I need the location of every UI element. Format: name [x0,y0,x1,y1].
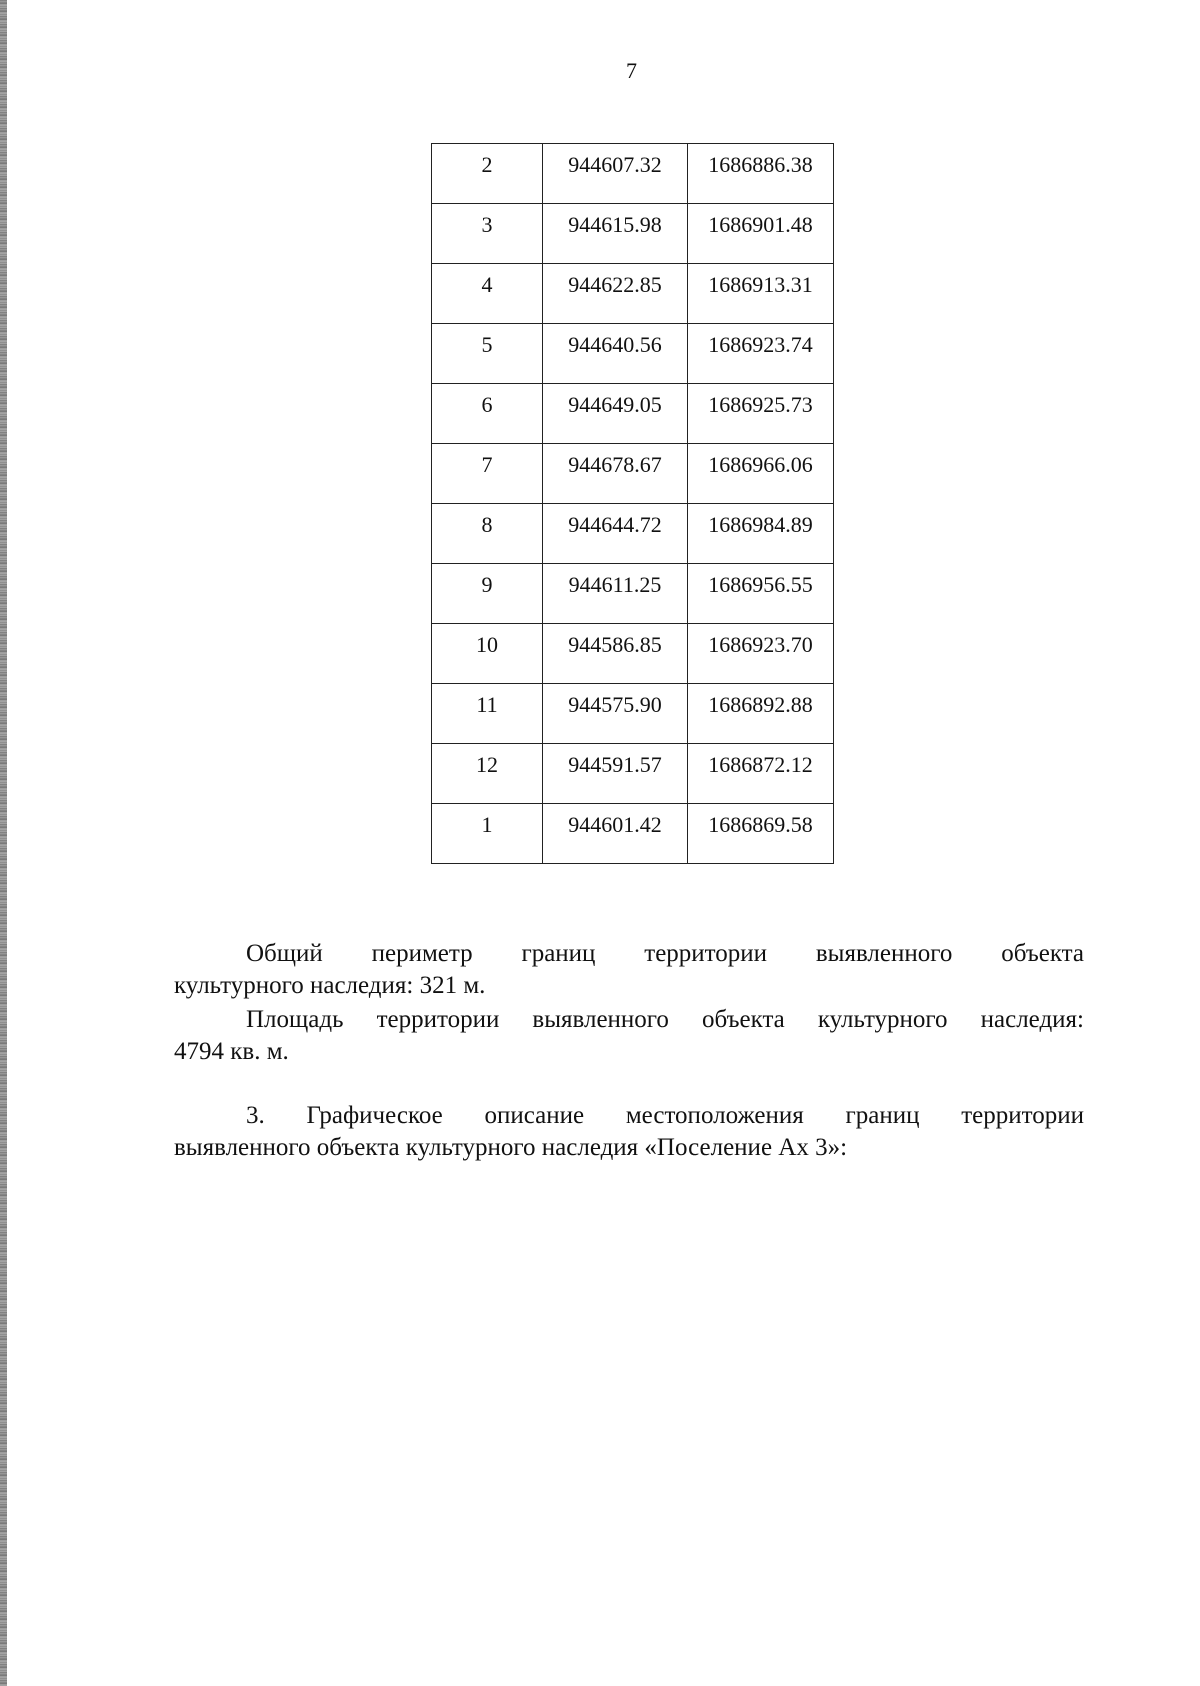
y-coordinate-cell: 1686966.06 [688,444,834,504]
x-coordinate-cell: 944615.98 [543,204,688,264]
table-row [432,264,834,324]
point-number-cell: 4 [432,264,543,324]
y-coordinate-cell: 1686892.88 [688,684,834,744]
x-coordinate-cell: 944586.85 [543,624,688,684]
point-number-cell: 2 [432,144,543,204]
perimeter-line-1: Общий периметр границ территории выявленного объекта [246,940,1084,967]
table-row [432,444,834,504]
area-paragraph [174,1004,1084,1068]
table-row [432,144,834,204]
area-line-1: Площадь территории выявленного объекта культурного наследия: [246,1006,1084,1033]
y-coordinate-cell: 1686956.55 [688,564,834,624]
point-number-cell: 8 [432,504,543,564]
y-coordinate-cell: 1686869.58 [688,804,834,864]
y-coordinate-cell: 1686984.89 [688,504,834,564]
area-line-2: 4794 кв. м. [174,1038,289,1065]
section-3-line-1: 3. Графическое описание местоположения границ территории [246,1102,1084,1129]
x-coordinate-cell: 944591.57 [543,744,688,804]
x-coordinate-cell: 944649.05 [543,384,688,444]
y-coordinate-cell: 1686923.74 [688,324,834,384]
table-row [432,624,834,684]
x-coordinate-cell: 944601.42 [543,804,688,864]
x-coordinate-cell: 944622.85 [543,264,688,324]
point-number-cell: 7 [432,444,543,504]
point-number-cell: 11 [432,684,543,744]
point-number-cell: 1 [432,804,543,864]
point-number-cell: 6 [432,384,543,444]
table-row [432,324,834,384]
perimeter-line-2: культурного наследия: 321 м. [174,972,486,999]
x-coordinate-cell: 944611.25 [543,564,688,624]
table-row [432,804,834,864]
table-row [432,204,834,264]
x-coordinate-cell: 944575.90 [543,684,688,744]
y-coordinate-cell: 1686872.12 [688,744,834,804]
x-coordinate-cell: 944640.56 [543,324,688,384]
point-number-cell: 12 [432,744,543,804]
perimeter-paragraph [174,938,1084,1002]
coordinates-table [431,143,834,864]
point-number-cell: 3 [432,204,543,264]
page-number: 7 [626,58,637,83]
table-row [432,684,834,744]
coordinates-table-body [432,144,834,864]
scan-edge [0,0,7,1686]
x-coordinate-cell: 944644.72 [543,504,688,564]
y-coordinate-cell: 1686923.70 [688,624,834,684]
point-number-cell: 10 [432,624,543,684]
table-row [432,744,834,804]
y-coordinate-cell: 1686925.73 [688,384,834,444]
point-number-cell: 9 [432,564,543,624]
y-coordinate-cell: 1686901.48 [688,204,834,264]
section-3-line-2: выявленного объекта культурного наследия «Поселение Ах 3»: [174,1134,848,1161]
y-coordinate-cell: 1686913.31 [688,264,834,324]
x-coordinate-cell: 944678.67 [543,444,688,504]
section-3-paragraph [174,1100,1084,1164]
y-coordinate-cell: 1686886.38 [688,144,834,204]
x-coordinate-cell: 944607.32 [543,144,688,204]
table-row [432,384,834,444]
table-row [432,504,834,564]
point-number-cell: 5 [432,324,543,384]
table-row [432,564,834,624]
